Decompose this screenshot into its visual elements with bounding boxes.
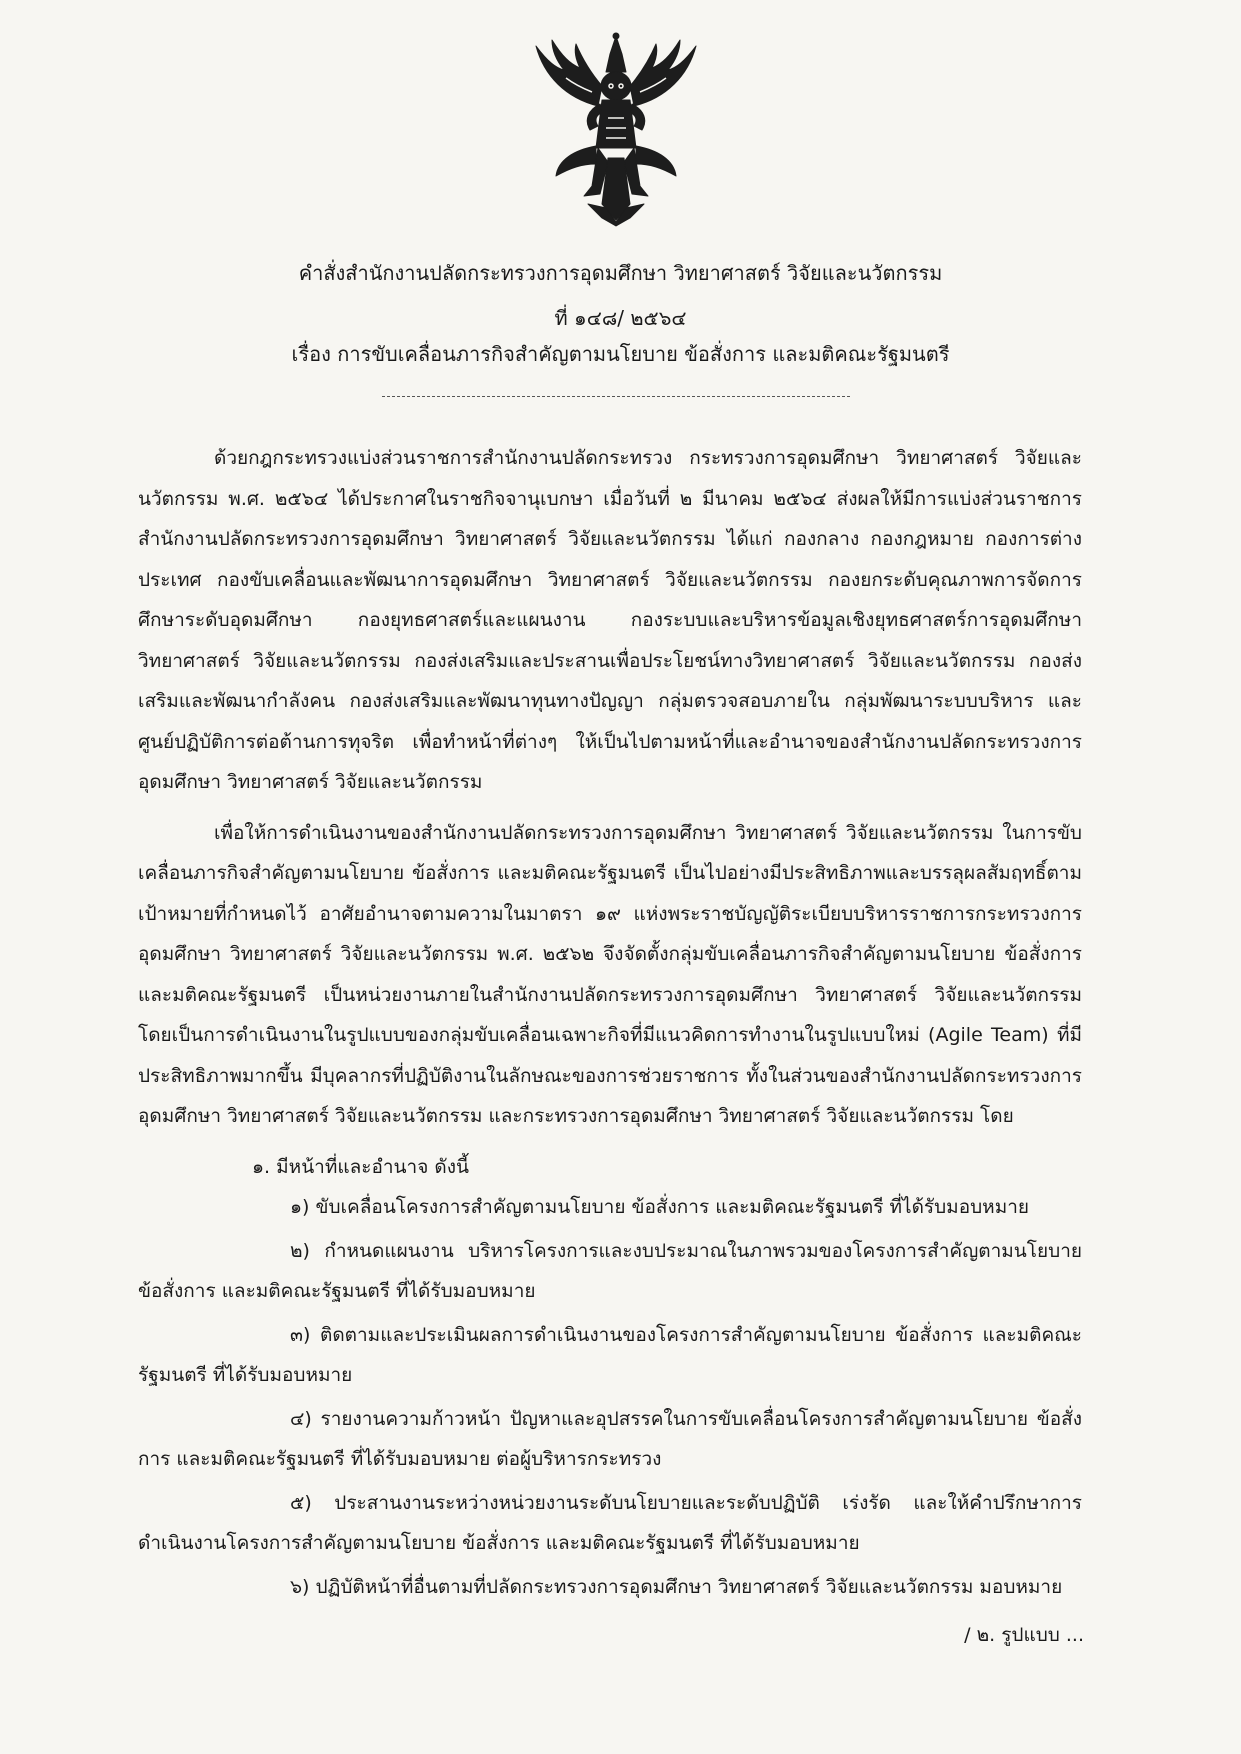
order-number: ที่ ๑๔๘/ ๒๕๖๔	[554, 306, 687, 330]
duty-item-5: ๕) ประสานงานระหว่างหน่วยงานระดับนโยบายและระดับปฏิบัติ เร่งรัด และให้คำปรึกษาการดำเนินงานโครงการสำคัญตามนโยบาย ข้อสั่งการ และมติคณะรัฐมนตรี ที่ได้รับมอบหมาย	[138, 1491, 1082, 1554]
paragraph-1: ด้วยกฎกระทรวงแบ่งส่วนราชการสำนักงานปลัดกระทรวง กระทรวงการอุดมศึกษา วิทยาศาสตร์ วิจัยและนวัตกรรม พ.ศ. ๒๕๖๔ ได้ประกาศในราชกิจจานุเบกษา เมื่อวันที่ ๒ มีนาคม ๒๕๖๔ ส่งผลให้มีการแบ่งส่วนราชการสำนักงานปลัดกระทรวงการอุดมศึกษา วิทยาศาสตร์ วิจัยและนวัตกรรม ได้แก่ กองกลาง กองกฎหมาย กองการต่างประเทศ กองขับเคลื่อนและพัฒนาการอุดมศึกษา วิทยาศาสตร์ วิจัยและนวัตกรรม กองยกระดับคุณภาพการจัดการศึกษาระดับอุดมศึกษา กองยุทธศาสตร์และแผนงาน กองระบบและบริหารข้อมูลเชิงยุทธศาสตร์การอุดมศึกษา วิทยาศาสตร์ วิจัยและนวัตกรรม กองส่งเสริมและประสานเพื่อประโยชน์ทางวิทยาศาสตร์ วิจัยและนวัตกรรม กองส่งเสริมและพัฒนากำลังคน กองส่งเสริมและพัฒนาทุนทางปัญญา กลุ่มตรวจสอบภายใน กลุ่มพัฒนาระบบบริหาร และศูนย์ปฏิบัติการต่อต้านการทุจริต เพื่อทำหน้าที่ต่างๆ ให้เป็นไปตามหน้าที่และอำนาจของสำนักงานปลัดกระทรวงการอุดมศึกษา วิทยาศาสตร์ วิจัยและนวัตกรรม	[138, 447, 1082, 793]
document-body	[138, 438, 1082, 1610]
duty-item-4: ๔) รายงานความก้าวหน้า ปัญหาและอุปสรรคในการขับเคลื่อนโครงการสำคัญตามนโยบาย ข้อสั่งการ และมติคณะรัฐมนตรี ที่ได้รับมอบหมาย ต่อผู้บริหารกระทรวง	[138, 1407, 1082, 1470]
order-subject: เรื่อง การขับเคลื่อนภารกิจสำคัญตามนโยบาย ข้อสั่งการ และมติคณะรัฐมนตรี	[291, 342, 950, 366]
paragraph-2: เพื่อให้การดำเนินงานของสำนักงานปลัดกระทรวงการอุดมศึกษา วิทยาศาสตร์ วิจัยและนวัตกรรม ในการขับเคลื่อนภารกิจสำคัญตามนโยบาย ข้อสั่งการ และมติคณะรัฐมนตรี เป็นไปอย่างมีประสิทธิภาพและบรรลุผลสัมฤทธิ์ตามเป้าหมายที่กำหนดไว้ อาศัยอำนาจตามความในมาตรา ๑๙ แห่งพระราชบัญญัติระเบียบบริหารราชการกระทรวงการอุดมศึกษา วิทยาศาสตร์ วิจัยและนวัตกรรม พ.ศ. ๒๕๖๒ จึงจัดตั้งกลุ่มขับเคลื่อนภารกิจสำคัญตามนโยบาย ข้อสั่งการ และมติคณะรัฐมนตรี เป็นหน่วยงานภายในสำนักงานปลัดกระทรวงการอุดมศึกษา วิทยาศาสตร์ วิจัยและนวัตกรรม โดยเป็นการดำเนินงานในรูปแบบของกลุ่มขับเคลื่อนเฉพาะกิจที่มีแนวคิดการทำงานในรูปแบบใหม่ (Agile Team) ที่มีประสิทธิภาพมากขึ้น มีบุคลากรที่ปฏิบัติงานในลักษณะของการช่วยราชการ ทั้งในส่วนของสำนักงานปลัดกระทรวงการอุดมศึกษา วิทยาศาสตร์ วิจัยและนวัตกรรม และกระทรวงการอุดมศึกษา วิทยาศาสตร์ วิจัยและนวัตกรรม โดย	[138, 821, 1082, 1127]
header-divider	[382, 396, 850, 397]
duty-item-3: ๓) ติดตามและประเมินผลการดำเนินงานของโครงการสำคัญตามนโยบาย ข้อสั่งการ และมติคณะรัฐมนตรี ที่ได้รับมอบหมาย	[138, 1323, 1082, 1386]
order-issuer-title: คำสั่งสำนักงานปลัดกระทรวงการอุดมศึกษา วิทยาศาสตร์ วิจัยและนวัตกรรม	[298, 261, 943, 285]
duty-item-2: ๒) กำหนดแผนงาน บริหารโครงการและงบประมาณในภาพรวมของโครงการสำคัญตามนโยบาย ข้อสั่งการ และมติคณะรัฐมนตรี ที่ได้รับมอบหมาย	[138, 1239, 1082, 1302]
duty-item-1: ๑) ขับเคลื่อนโครงการสำคัญตามนโยบาย ข้อสั่งการ และมติคณะรัฐมนตรี ที่ได้รับมอบหมาย	[290, 1196, 1030, 1218]
garuda-emblem-icon	[526, 28, 706, 228]
section-1-title: ๑. มีหน้าที่และอำนาจ ดังนี้	[252, 1155, 469, 1178]
duty-item-6: ๖) ปฏิบัติหน้าที่อื่นตามที่ปลัดกระทรวงการอุดมศึกษา วิทยาศาสตร์ วิจัยและนวัตกรรม มอบหมาย	[290, 1575, 1063, 1598]
page-continuation: / ๒. รูปแบบ ...	[964, 1624, 1084, 1646]
